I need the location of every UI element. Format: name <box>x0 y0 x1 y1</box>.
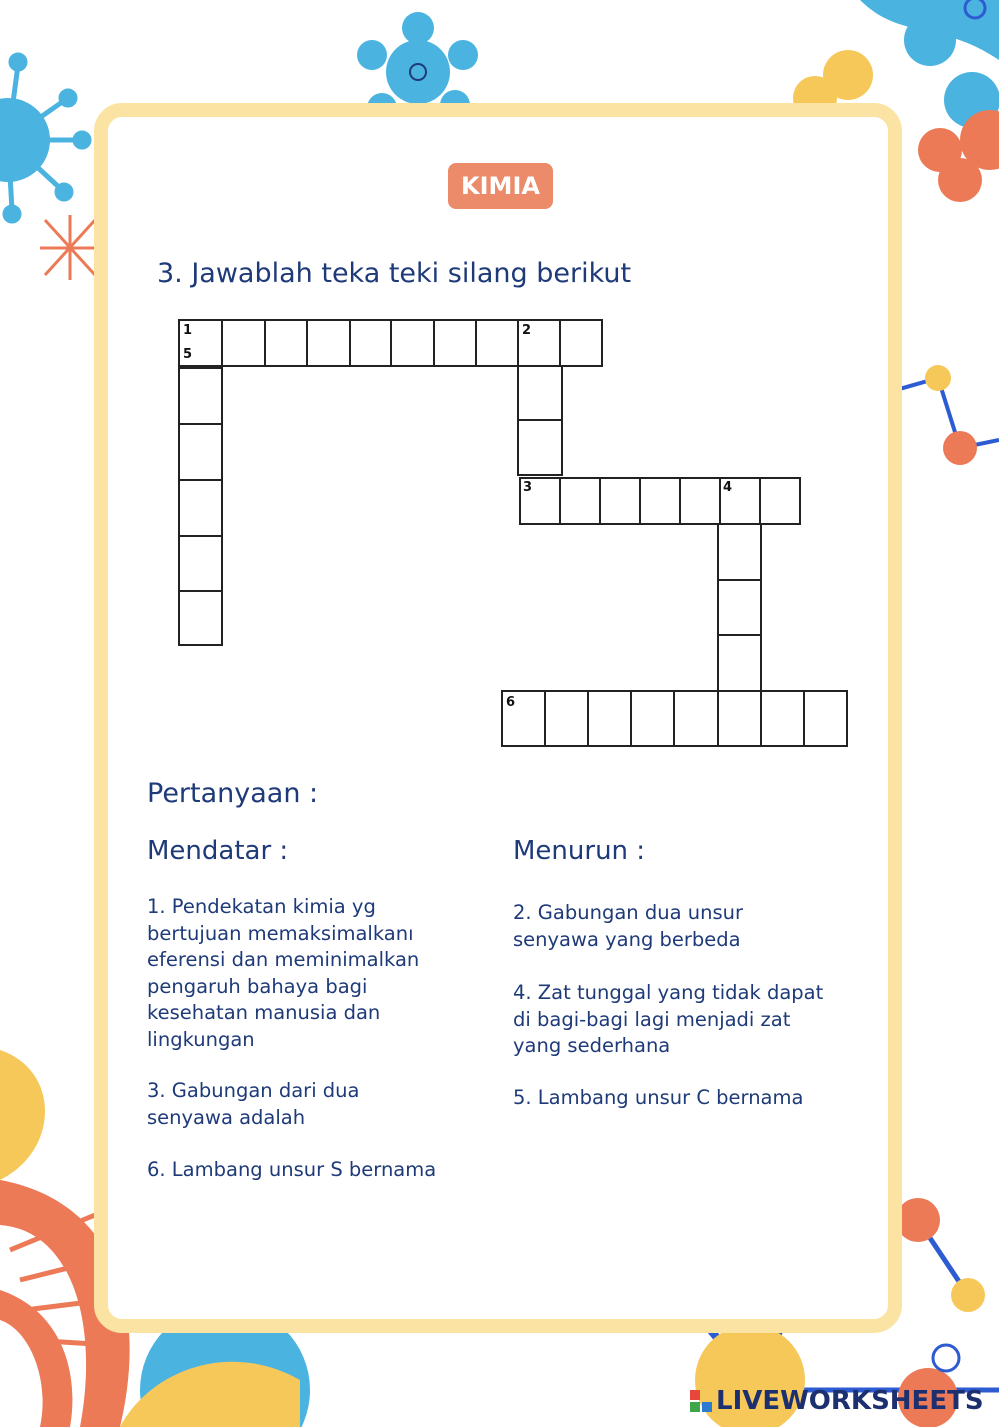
crossword-cell[interactable] <box>587 690 632 747</box>
starburst-icon <box>40 215 100 280</box>
across-clue-3: 3. Gabungan dari dua senyawa adalah <box>147 1079 360 1129</box>
crossword-cell[interactable] <box>178 479 223 537</box>
clue-number: 6 <box>506 695 516 710</box>
down-clue-5: 5. Lambang unsur C bernama <box>513 1086 804 1109</box>
crossword-cell[interactable] <box>717 579 762 636</box>
crossword-cell[interactable] <box>803 690 848 747</box>
crossword-cell[interactable] <box>759 477 801 525</box>
across-title: Mendatar : <box>147 836 289 866</box>
clue-number: 4 <box>723 480 733 495</box>
crossword-cell[interactable] <box>630 690 675 747</box>
crossword-cell[interactable] <box>559 319 603 367</box>
footer-brand: LIVEWORKSHEETS <box>716 1386 984 1416</box>
crossword-cell[interactable] <box>717 634 762 692</box>
crossword-cell[interactable] <box>221 319 266 367</box>
crossword-cell[interactable] <box>178 423 223 481</box>
crossword-cell[interactable] <box>475 319 519 367</box>
crossword-cell[interactable] <box>599 477 641 525</box>
crossword-cell[interactable] <box>390 319 435 367</box>
down-clue-4: 4. Zat tunggal yang tidak dapat di bagi-bagi lagi menjadi zat yang sederhana <box>513 981 824 1057</box>
crossword-cell[interactable] <box>349 319 392 367</box>
virus-icon <box>0 55 89 221</box>
crossword-cell[interactable] <box>264 319 308 367</box>
subject-badge: KIMIA <box>448 163 553 209</box>
across-clue-6: 6. Lambang unsur S bernama <box>147 1158 437 1181</box>
crossword-cell[interactable] <box>673 690 719 747</box>
crossword-cell[interactable] <box>760 690 805 747</box>
clue-number: 3 <box>523 480 533 495</box>
crossword-cell[interactable] <box>178 367 223 425</box>
crossword-cell[interactable] <box>679 477 721 525</box>
crossword-cell[interactable] <box>178 535 223 592</box>
crossword-cell[interactable] <box>306 319 351 367</box>
down-title: Menurun : <box>513 836 646 866</box>
crossword-cell[interactable] <box>433 319 477 367</box>
crossword-cell[interactable] <box>639 477 681 525</box>
down-clue-2: 2. Gabungan dua unsur senyawa yang berbeda <box>513 901 743 951</box>
clue-number: 2 <box>522 323 532 338</box>
liveworksheets-logo-icon <box>690 1390 712 1412</box>
crossword-cell[interactable] <box>517 419 563 476</box>
page-title: 3. Jawablah teka teki silang berikut <box>157 258 632 289</box>
clue-number: 5 <box>183 347 193 362</box>
crossword-cell[interactable] <box>717 690 762 747</box>
crossword-cell[interactable] <box>178 590 223 646</box>
crossword-cell[interactable] <box>517 365 563 421</box>
crossword-cell[interactable] <box>544 690 589 747</box>
questions-label: Pertanyaan : <box>147 778 319 809</box>
across-clue-1: 1. Pendekatan kimia yg bertujuan memaksimalkanı eferensi dan meminimalkan pengaruh bahaya bagi kesehatan manusia dan lingkungan <box>147 895 420 1051</box>
crossword-cell[interactable] <box>559 477 601 525</box>
crossword-cell[interactable] <box>717 523 762 581</box>
clue-number: 1 <box>183 323 193 338</box>
